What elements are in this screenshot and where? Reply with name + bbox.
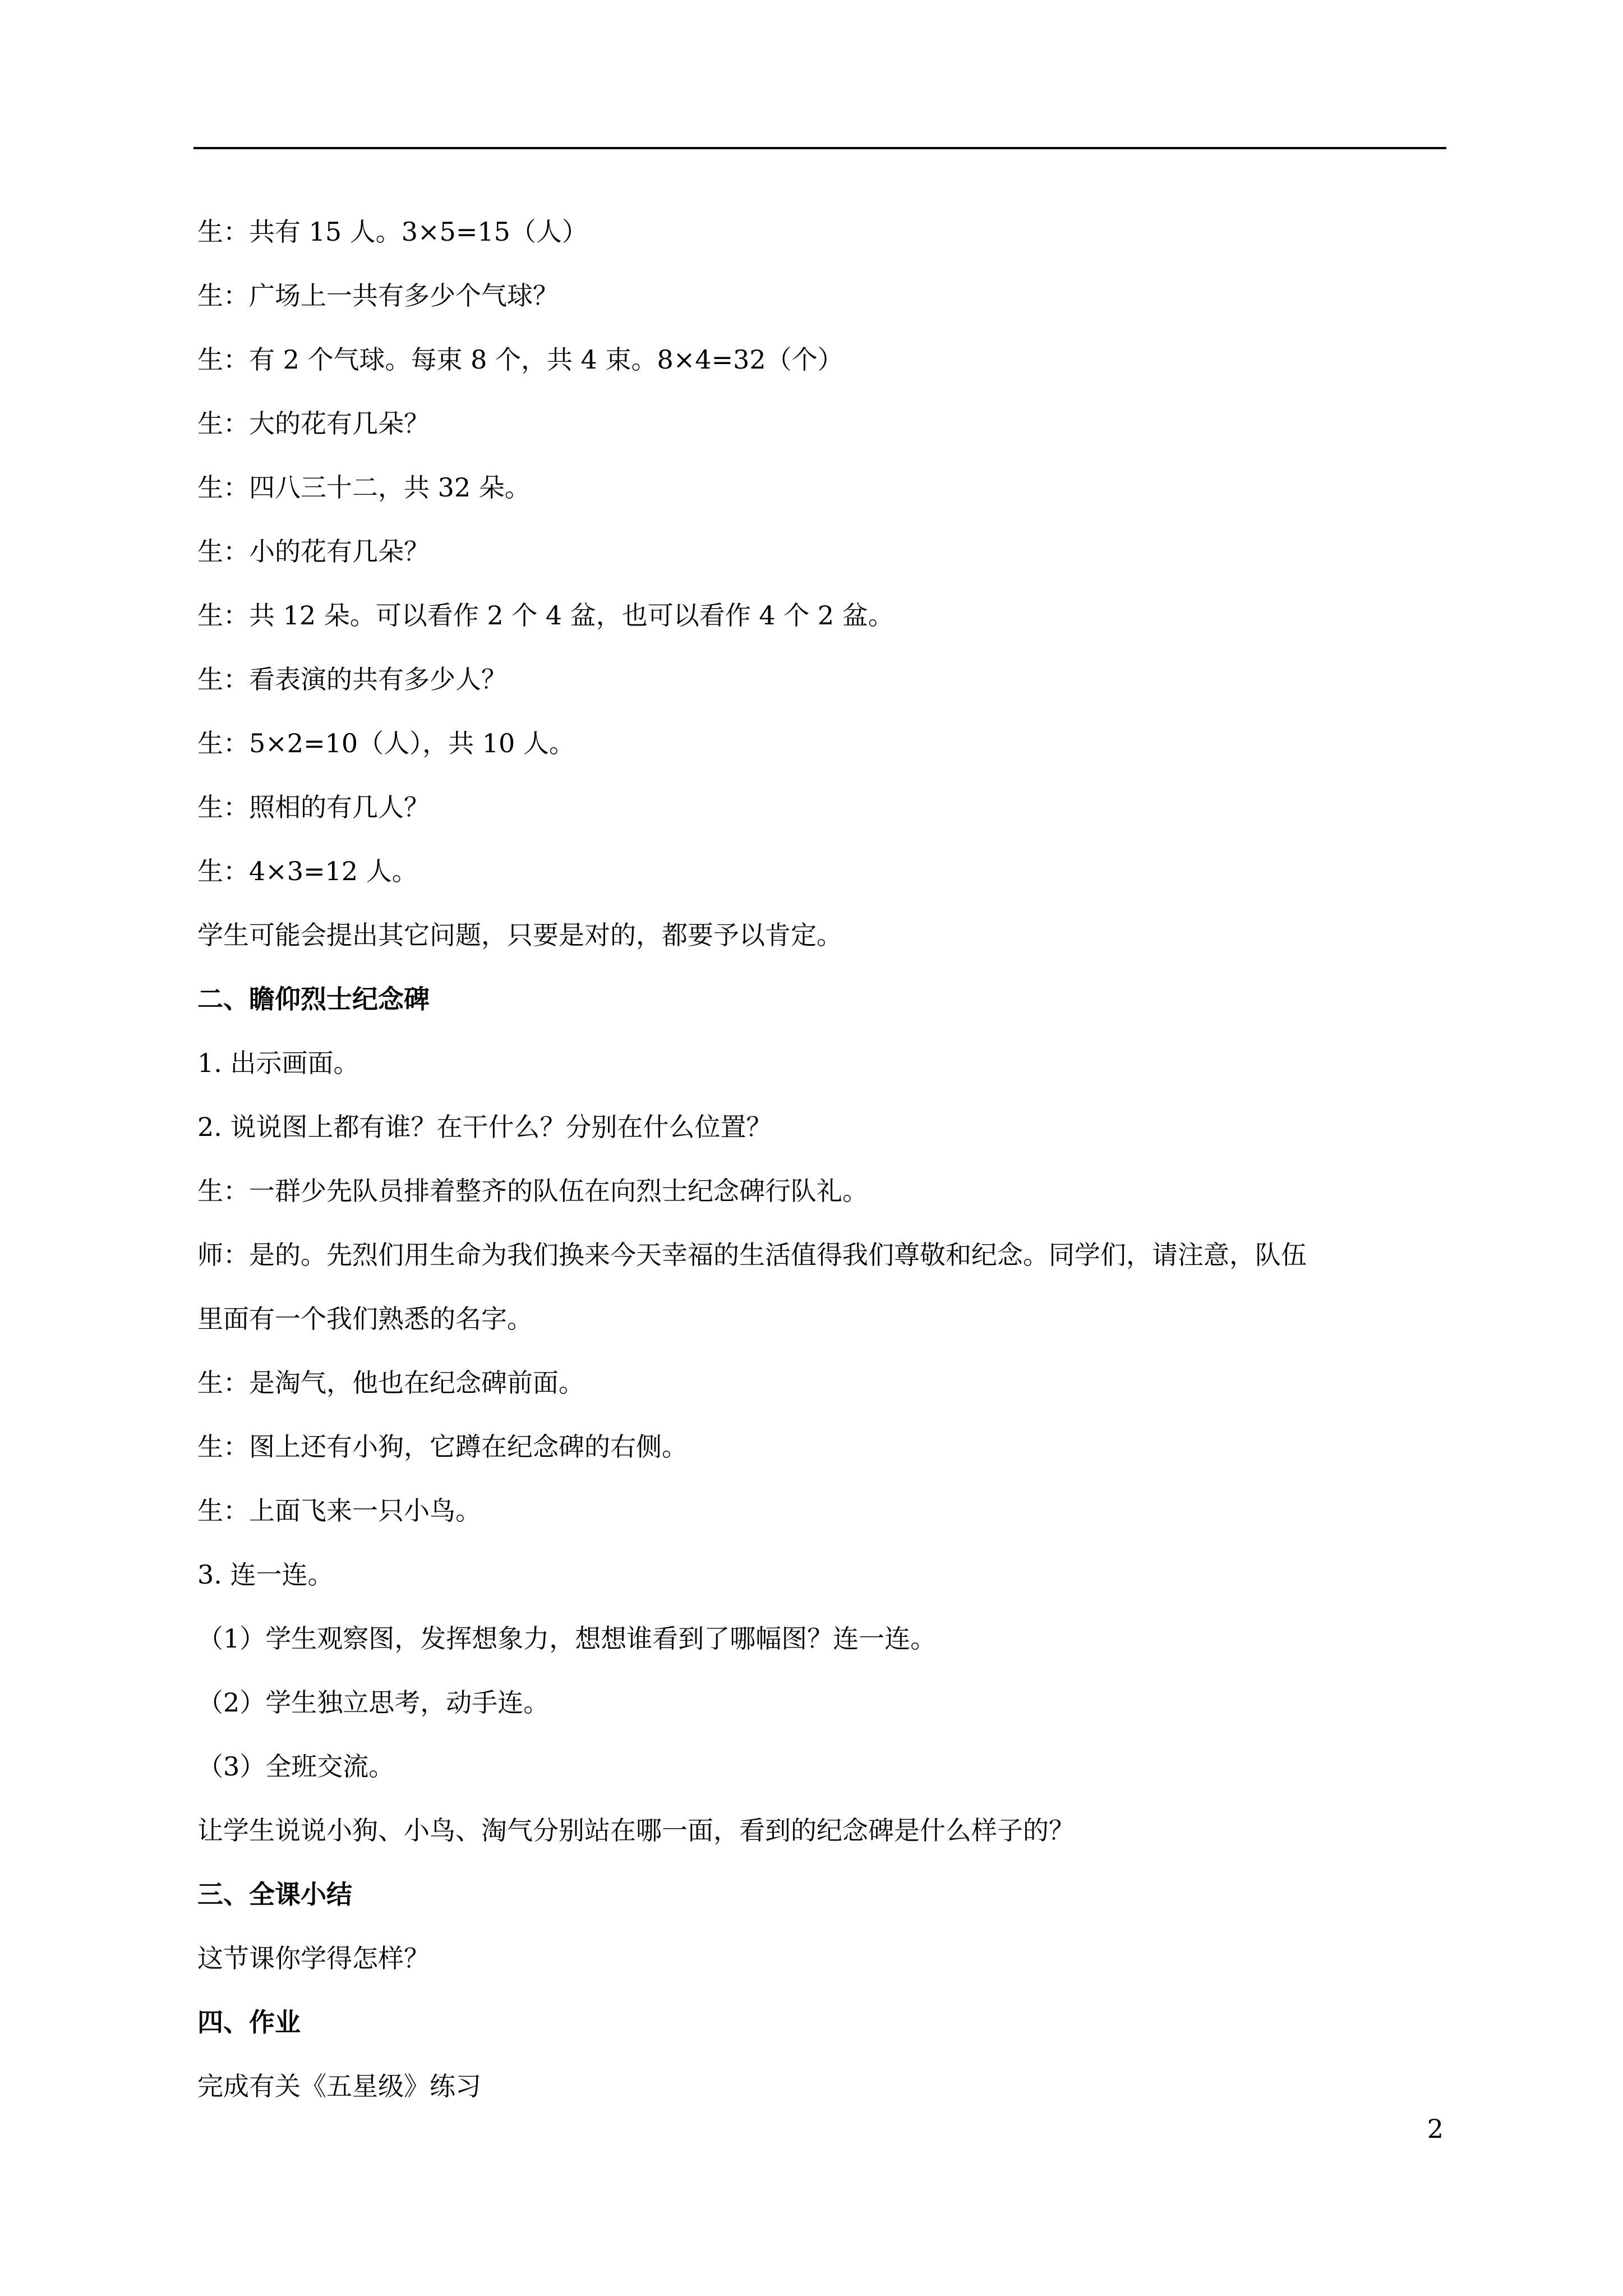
page-number: 2 xyxy=(1427,2114,1444,2144)
paragraph: 让学生说说小狗、小鸟、淘气分别站在哪一面，看到的纪念碑是什么样子的？ xyxy=(197,1815,1075,1846)
paragraph: 生：一群少先队员排着整齐的队伍在向烈士纪念碑行队礼。 xyxy=(197,1176,868,1206)
paragraph: 学生可能会提出其它问题，只要是对的，都要予以肯定。 xyxy=(197,920,842,950)
paragraph: 生：图上还有小狗，它蹲在纪念碑的右侧。 xyxy=(197,1432,688,1462)
section-heading: 三、全课小结 xyxy=(197,1879,352,1910)
paragraph: 师：是的。先烈们用生命为我们换来今天幸福的生活值得我们尊敬和纪念。同学们，请注意，队伍 xyxy=(197,1240,1307,1270)
paragraph: 生：共 12 朵。可以看作 2 个 4 盆，也可以看作 4 个 2 盆。 xyxy=(197,600,894,631)
section-heading: 二、瞻仰烈士纪念碑 xyxy=(197,984,430,1014)
paragraph: （3）全班交流。 xyxy=(197,1751,395,1782)
section-heading: 四、作业 xyxy=(197,2007,301,2037)
paragraph: 里面有一个我们熟悉的名字。 xyxy=(197,1304,533,1334)
paragraph: 生：四八三十二，共 32 朵。 xyxy=(197,472,531,503)
paragraph: 生：4×3=12 人。 xyxy=(197,856,418,886)
paragraph: 1. 出示画面。 xyxy=(197,1048,359,1078)
paragraph: 生：上面飞来一只小鸟。 xyxy=(197,1496,481,1526)
paragraph: 生：共有 15 人。3×5=15（人） xyxy=(197,217,588,247)
header-rule xyxy=(193,147,1446,149)
paragraph: （2）学生独立思考，动手连。 xyxy=(197,1687,550,1718)
paragraph: 生：是淘气，他也在纪念碑前面。 xyxy=(197,1368,584,1398)
paragraph: 这节课你学得怎样？ xyxy=(197,1943,430,1973)
paragraph: 生：照相的有几人？ xyxy=(197,792,430,822)
paragraph: 3. 连一连。 xyxy=(197,1559,334,1590)
paragraph: 生：看表演的共有多少人？ xyxy=(197,664,507,694)
document-body xyxy=(197,200,1448,2118)
paragraph: 生：5×2=10（人），共 10 人。 xyxy=(197,728,575,758)
paragraph: 生：小的花有几朵？ xyxy=(197,536,430,567)
paragraph: 完成有关《五星级》练习 xyxy=(197,2071,481,2101)
paragraph: 2. 说说图上都有谁？在干什么？分别在什么位置？ xyxy=(197,1112,772,1142)
paragraph: 生：广场上一共有多少个气球？ xyxy=(197,280,559,311)
paragraph: 生：大的花有几朵？ xyxy=(197,408,430,439)
paragraph: （1）学生观察图，发挥想象力，想想谁看到了哪幅图？连一连。 xyxy=(197,1623,937,1654)
paragraph: 生：有 2 个气球。每束 8 个，共 4 束。8×4=32（个） xyxy=(197,344,843,375)
